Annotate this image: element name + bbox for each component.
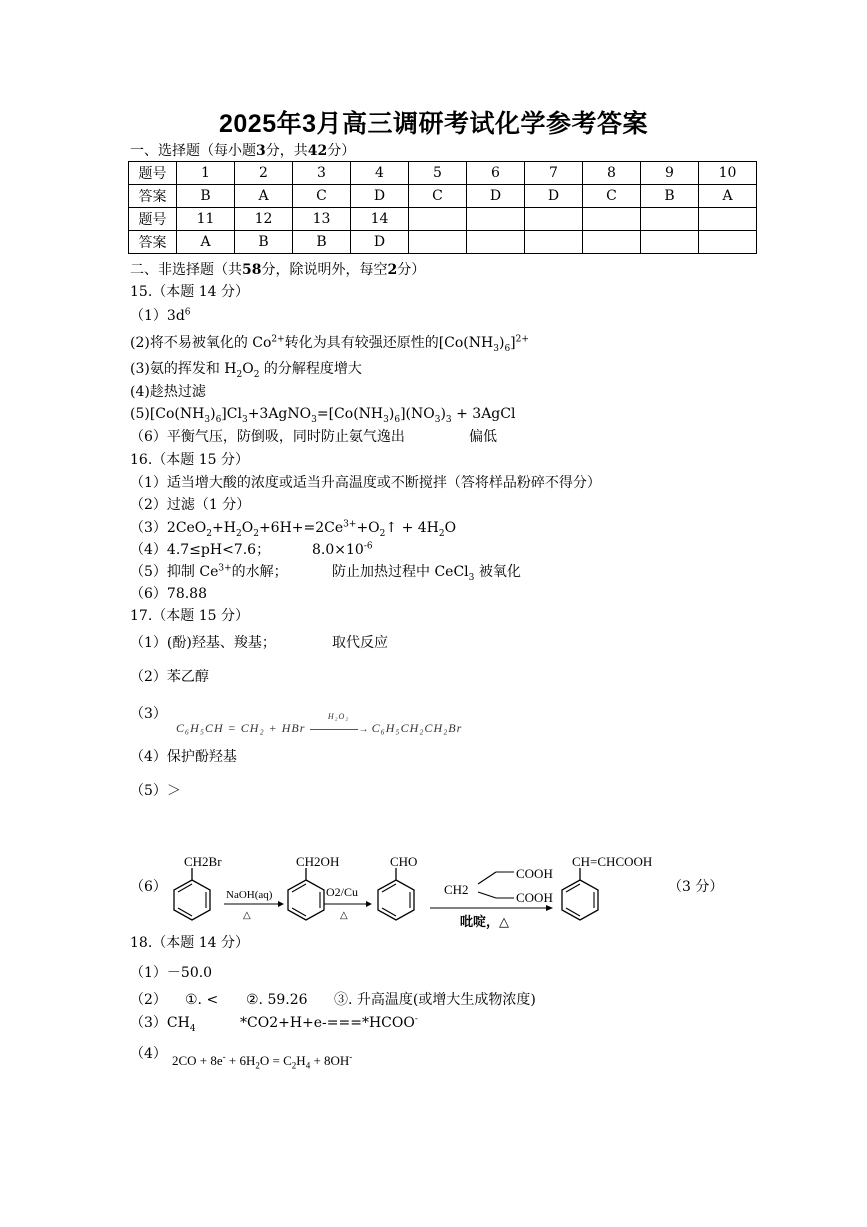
q18-answer-2-ii: ②. 59.26 [246,992,308,1008]
q16-answer-4: （4）4.7≤pH<7.6； [130,542,271,558]
section2-heading: 二、非选择题（共58分，除说明外，每空2分） [130,262,426,278]
q18-header: 18.（本题 14 分） [130,935,249,951]
q17-header: 17.（本题 15 分） [130,608,249,624]
table-row [129,185,757,208]
table-cell [525,231,583,254]
table-cell: 8 [583,162,641,185]
table-cell: A [177,231,235,254]
q17-answer-1b: 取代反应 [332,635,388,651]
table-cell: 2 [235,162,293,185]
table-cell: C [409,185,467,208]
table-cell: 3 [293,162,351,185]
equation-arrow: H₂O₂ → [310,721,366,736]
page-title: 2025年3月高三调研考试化学参考答案 [218,110,649,138]
q18-equation: $2CO + 8e^- + 6H_2O = C_2H_4 + 8OH^-$ [172,1051,353,1071]
table-cell: 11 [177,208,235,231]
table-cell [699,208,757,231]
q18-answer-3b: *CO2+H+e-===*HCOO- [240,1014,418,1031]
q15-answer-3: (3)氨的挥发和 $H_2O_2$ 的分解程度增大 [130,361,362,380]
reagent-2: O2/Cu [326,885,359,899]
malonic-acid-reagent [444,866,553,905]
q15-answer-1: $(1)3d^6$ [130,307,191,324]
table-row-label: 题号 [129,162,177,185]
table-cell: 5 [409,162,467,185]
table-cell: 10 [699,162,757,185]
table-cell [409,231,467,254]
q16-answer-1: （1）适当增大酸的浓度或适当升高温度或不断搅拌（答将样品粉碎不得分） [130,475,601,491]
q15-answer-6: （6）平衡气压，防倒吸，同时防止氨气逸出 [130,429,405,445]
table-cell [467,208,525,231]
table-cell [583,208,641,231]
table-cell: C [293,185,351,208]
arrow-2 [324,885,372,921]
table-cell: B [293,231,351,254]
q15-answer-6b: 偏低 [469,429,497,445]
table-cell: A [235,185,293,208]
q15-answer-2: (2)将不易被氧化的 $Co^{2+}$转化为具有较强还原性的$[Co(NH_3)_6]^{2+}$ [130,334,529,354]
equation-products: C₆H₅CH₂CH₂Br [371,721,463,735]
table-cell: D [467,185,525,208]
q18-answer-3: $(3)CH_4$ [130,1015,196,1034]
q18-answer-4: （4） [130,1046,167,1062]
table-cell: 4 [351,162,409,185]
s3-substituent: CHO [390,854,418,869]
s1-substituent: CH2Br [184,854,222,869]
table-cell: 13 [293,208,351,231]
q18-answer-2-i: ①. < [185,992,219,1008]
q18-answer-1: （1）－50.0 [130,965,213,981]
table-cell: B [235,231,293,254]
table-cell: B [641,185,699,208]
q17-answer-5: （5）＞ [130,783,181,799]
benzyl-bromide-structure [174,854,222,920]
table-cell: 1 [177,162,235,185]
q17-answer-2: （2）苯乙醇 [130,669,209,685]
table-cell: 7 [525,162,583,185]
q17-answer-6-score: （3 分） [668,879,724,895]
table-cell [641,208,699,231]
q16-header: 16.（本题 15 分） [130,452,249,468]
arrow-1 [224,889,284,921]
q15-header: 15.（本题 14 分） [130,284,249,300]
reagent-1: NaOH(aq) [226,889,273,901]
condition-3: 吡啶，△ [460,914,509,929]
arrow-condition: H₂O₂ [327,712,350,721]
table-cell: D [351,185,409,208]
q16-answer-5: （5）抑制 $Ce^{3+}$的水解； [130,563,288,580]
table-cell: 12 [235,208,293,231]
q16-answer-3: $(3)2CeO_2+H_2O_2+6H+=2Ce^{3+}+O_2↑ + 4H_2O$ [130,519,457,539]
s2-substituent: CH2OH [296,854,340,869]
table-cell: D [525,185,583,208]
q17-equation [176,712,463,736]
q18-answer-2: （2） [130,992,167,1008]
table-row-label: 答案 [129,185,177,208]
q15-answer-5: $(5)[Co(NH_3)_6]Cl_3+3AgNO_3=[Co(NH_3)_6](NO_3)_3$ + 3AgCl [130,406,516,425]
answer-table [128,161,757,254]
table-cell: D [351,231,409,254]
table-row [129,162,757,185]
q16-answer-6: （6）78.88 [130,586,207,602]
arrow-3 [430,905,553,930]
table-row-label: 答案 [129,231,177,254]
table-cell [641,231,699,254]
q17-answer-1: （1）(酚)羟基、羧基； [130,635,276,651]
table-cell: 14 [351,208,409,231]
table-cell: 6 [467,162,525,185]
synthesis-scheme [160,848,680,940]
q15-answer-4: (4)趁热过滤 [130,384,206,400]
q16-answer-2: （2）过滤（1 分） [130,497,251,513]
q17-answer-6: （6） [130,879,167,895]
q16-answer-5b: 防止加热过程中 CeCl$_3$ 被氧化 [332,564,521,583]
table-cell: A [699,185,757,208]
table-cell [525,208,583,231]
condition-1: △ [243,910,251,921]
table-cell [409,208,467,231]
table-row [129,208,757,231]
benzaldehyde-structure [378,854,417,920]
condition-2: △ [340,910,348,921]
q18-answer-2-iii: ③. 升高温度(或增大生成物浓度) [334,992,536,1008]
table-cell: C [583,185,641,208]
equation-reactants: C₆H₅CH = CH₂ + HBr [176,721,306,735]
table-cell: B [177,185,235,208]
reagent-bot: COOH [516,890,553,905]
table-cell [467,231,525,254]
table-cell [699,231,757,254]
cinnamic-acid-structure [562,854,652,920]
q16-answer-4b: $8.0\times 10^{-6}$ [312,541,373,558]
table-row-label: 题号 [129,208,177,231]
table-cell: 9 [641,162,699,185]
s4-substituent: CH=CHCOOH [572,854,653,869]
q17-answer-3: （3） [130,706,167,722]
section1-heading: 一、选择题（每小题3分，共42分） [130,143,356,159]
table-cell [583,231,641,254]
reagent-top: COOH [516,866,553,881]
q17-answer-4: （4）保护酚羟基 [130,749,237,765]
reagent-mid: CH2 [444,882,469,897]
table-row [129,231,757,254]
